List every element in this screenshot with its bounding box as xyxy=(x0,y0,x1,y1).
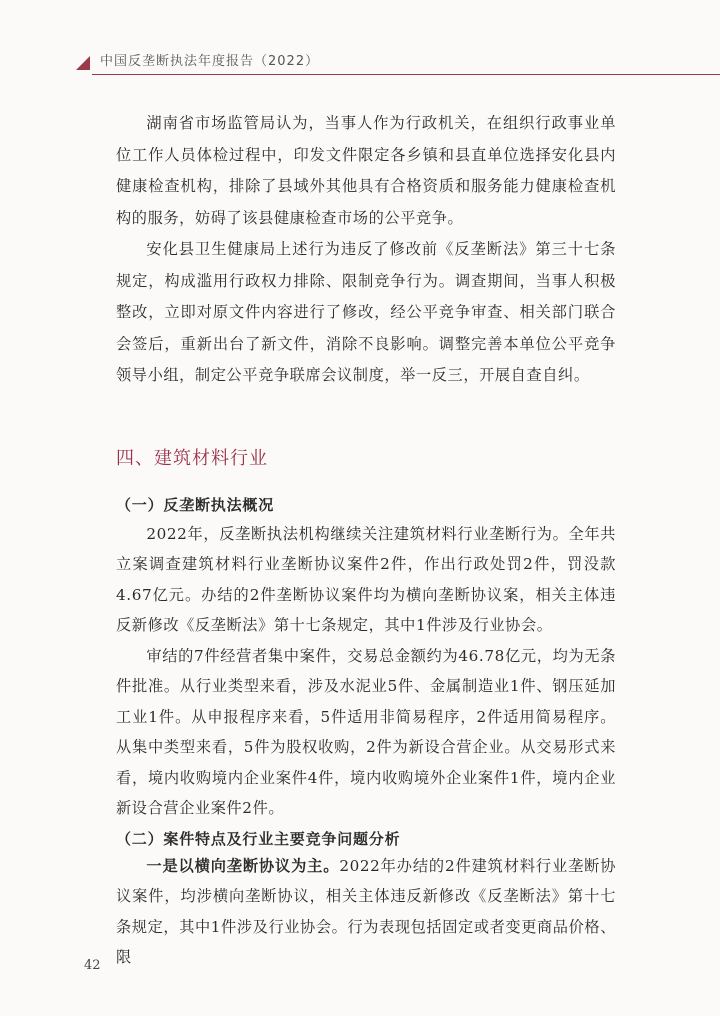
running-header xyxy=(0,46,720,76)
header-title: 中国反垄断执法年度报告（2022） xyxy=(100,54,320,69)
body-paragraph: 安化县卫生健康局上述行为违反了修改前《反垄断法》第三十七条规定，构成滥用行政权力排除、限制竞争行为。调查期间，当事人积极整改，立即对原文件内容进行了修改，经公平竞争审查、相关部门联合会签后，重新出台了新文件，消除不良影响。调整完善本单位公平竞争领导小组，制定公平竞争联席会议制度，举一反三，开展自查自纠。 xyxy=(116,240,616,384)
subsection-title: （二）案件特点及行业主要竞争问题分析 xyxy=(116,829,401,848)
page-number: 42 xyxy=(84,958,101,973)
paragraph-lead: 一是以横向垄断协议为主。 xyxy=(146,856,340,875)
body-paragraph: 2022年，反垄断执法机构继续关注建筑材料行业垄断行为。全年共立案调查建筑材料行业垄断协议案件2件，作出行政处罚2件，罚没款4.67亿元。办结的2件垄断协议案件均为横向垄断协议案，相关主体违反新修改《反垄断法》第十七条规定，其中1件涉及行业协会。 xyxy=(116,524,616,634)
corner-triangle-mark xyxy=(76,56,90,70)
paragraph-text: 2022年办结的2件建筑材料行业垄断协议案件，均涉横向垄断协议，相关主体违反新修改《反垄断法》第十七条规定，其中1件涉及行业协会。行为表现包括固定或者变更商品价格、限 xyxy=(116,856,617,966)
body-paragraph: 湖南省市场监管局认为，当事人作为行政机关，在组织行政事业单位工作人员体检过程中，印发文件限定各乡镇和县直单位选择安化县内健康检查机构，排除了县域外其他具有合格资质和服务能力健康检查机构的服务，妨碍了该县健康检查市场的公平竞争。 xyxy=(116,114,616,227)
section-title: 四、建筑材料行业 xyxy=(116,447,268,469)
body-paragraph xyxy=(116,851,616,973)
subsection-title: （一）反垄断执法概况 xyxy=(116,495,275,514)
body-paragraph: 审结的7件经营者集中案件，交易总金额约为46.78亿元，均为无条件批准。从行业类型来看，涉及水泥业5件、金属制造业1件、钢压延加工业1件。从申报程序来看，5件适用非简易程序，2件适用简易程序。从集中类型来看，5件为股权收购，2件为新设合营企业。从交易形式来看，境内收购境内企业案件4件，境内收购境外企业案件1件，境内企业新设合营企业案件2件。 xyxy=(116,646,616,817)
header-rule xyxy=(92,74,720,75)
page-body xyxy=(116,108,616,973)
